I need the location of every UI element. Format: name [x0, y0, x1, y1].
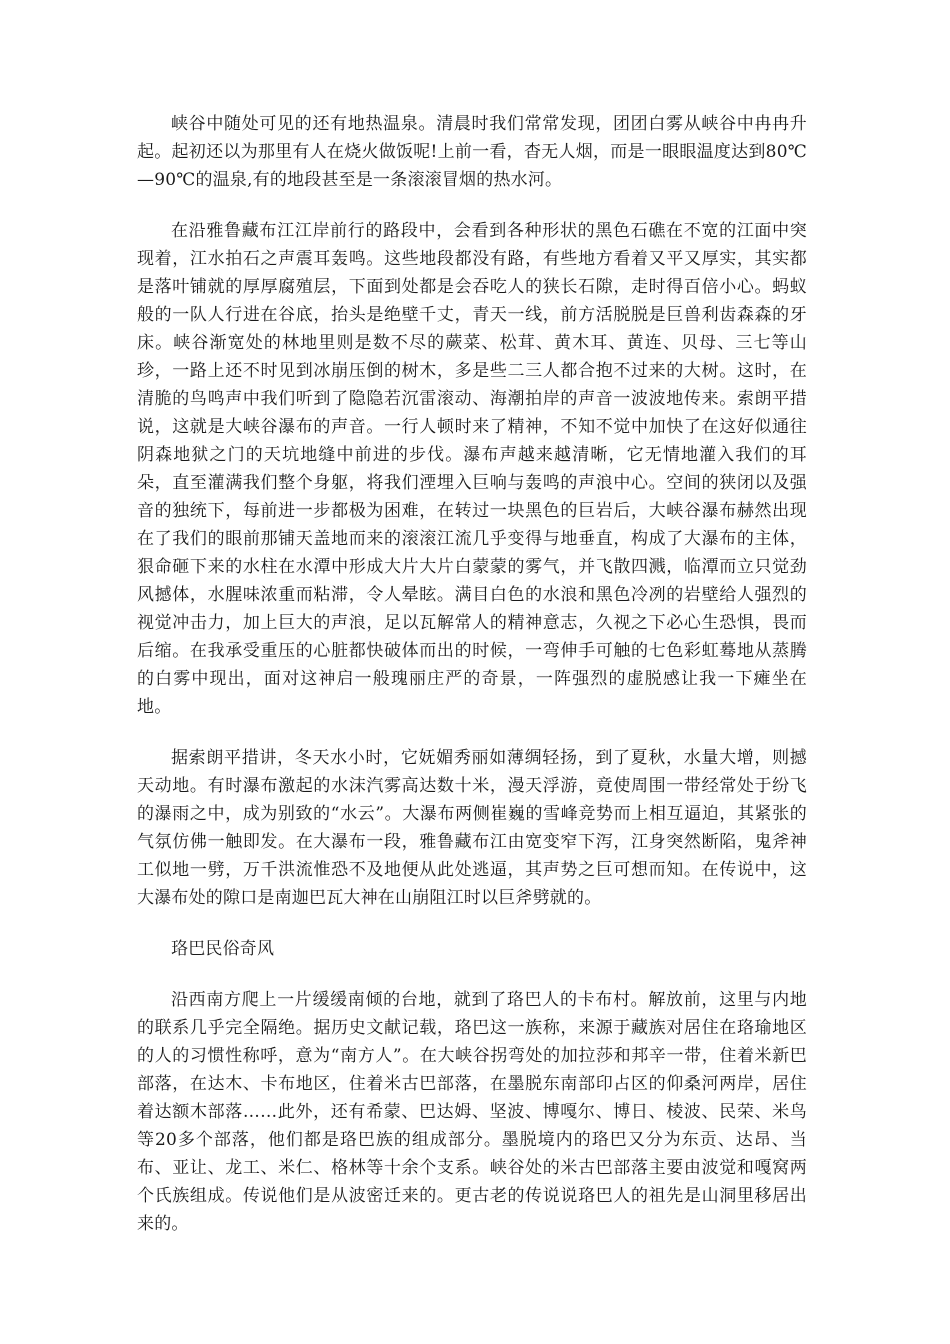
paragraph-luoba-people: 沿西南方爬上一片缓缓南倾的台地，就到了珞巴人的卡布村。解放前，这里与内地的联系几乎完全隔绝。据历史文献记载，珞巴这一族称，来源于藏族对居住在珞瑜地区的人的习惯性称呼，意为“南方人”。在大峡谷拐弯处的加拉莎和邦辛一带，住着米新巴部落，在达木、卡布地区，住着米古巴部落，在墨脱东南部印占区的仰桑河两岸，居住着达额木部落……此外，还有希蒙、巴达姆、坚波、博嘎尔、博日、棱波、民荣、米鸟等20多个部落，他们都是珞巴族的组成部分。墨脱境内的珞巴又分为东贡、达昂、当布、亚让、龙工、米仁、格林等十余个支系。峡谷处的米古巴部落主要由波觉和嘎窝两个氏族组成。传说他们是从波密迁来的。更古老的传说说珞巴人的祖先是山洞里移居出来的。	[137, 990, 807, 1234]
document-page	[137, 110, 807, 1261]
paragraph-hot-springs: 峡谷中随处可见的还有地热温泉。清晨时我们常常发现，团团白雾从峡谷中冉冉升起。起初还以为那里有人在烧火做饭呢!上前一看，杳无人烟，而是一眼眼温度达到80℃—90℃的温泉,有的地段甚至是一条滚滚冒烟的热水河。	[137, 114, 807, 190]
paragraph-waterfall-journey: 在沿雅鲁藏布江江岸前行的路段中，会看到各种形状的黑色石礁在不宽的江面中突现着，江水拍石之声震耳轰鸣。这些地段都没有路，有些地方看着又平又厚实，其实都是落叶铺就的厚厚腐殖层，下面到处都是会吞吃人的狭长石隙，走时得百倍小心。蚂蚁般的一队人行进在谷底，抬头是绝壁千丈，青天一线，前方活脱脱是巨兽利齿森森的牙床。峡谷渐宽处的林地里则是数不尽的蕨菜、松茸、黄木耳、黄连、贝母、三七等山珍，一路上还不时见到冰崩压倒的树木，多是些二三人都合抱不过来的大树。这时，在清脆的鸟鸣声中我们听到了隐隐若沉雷滚动、海潮拍岸的声音一波波地传来。索朗平措说，这就是大峡谷瀑布的声音。一行人顿时来了精神，不知不觉中加快了在这好似通往阴森地狱之门的天坑地缝中前进的步伐。瀑布声越来越清晰，它无情地灌入我们的耳朵，直至灌满我们整个身躯，将我们湮埋入巨响与轰鸣的声浪中心。空间的狭闭以及强音的独统下，每前进一步都极为困难，在转过一块黑色的巨岩后，大峡谷瀑布赫然出现在了我们的眼前那铺天盖地而来的滚滚江流几乎变得与地垂直，构成了大瀑布的主体，狠命砸下来的水柱在水潭中形成大片大片白蒙蒙的雾气，并飞散四溅，临潭而立只觉劲风撼体，水腥味浓重而粘滞，令人晕眩。满目白色的水浪和黑色冷冽的岩壁给人强烈的视觉冲击力，加上巨大的声浪，足以瓦解常人的精神意志，久视之下必心生恐惧，畏而后缩。在我承受重压的心脏都快破体而出的时候，一弯伸手可触的七色彩虹蓦地从蒸腾的白雾中现出，面对这神启一般瑰丽庄严的奇景，一阵强烈的虚脱感让我一下瘫坐在地。	[137, 221, 807, 717]
paragraph-waterfall-legend: 据索朗平措讲，冬天水小时，它妩媚秀丽如薄绸轻扬，到了夏秋，水量大增，则撼天动地。有时瀑布激起的水沫汽雾高达数十米，漫天浮游，竟使周围一带经常处于纷飞的瀑雨之中，成为别致的“水云”。大瀑布两侧崔巍的雪峰竞势而上相互逼迫，其紧张的气氛仿佛一触即发。在大瀑布一段，雅鲁藏布江由宽变窄下泻，江身突然断陷，鬼斧神工似地一劈，万千洪流惟恐不及地便从此处逃逼，其声势之巨可想而知。在传说中，这大瀑布处的隙口是南迦巴瓦大神在山崩阻江时以巨斧劈就的。	[137, 748, 807, 908]
section-heading: 珞巴民俗奇风	[171, 939, 275, 959]
